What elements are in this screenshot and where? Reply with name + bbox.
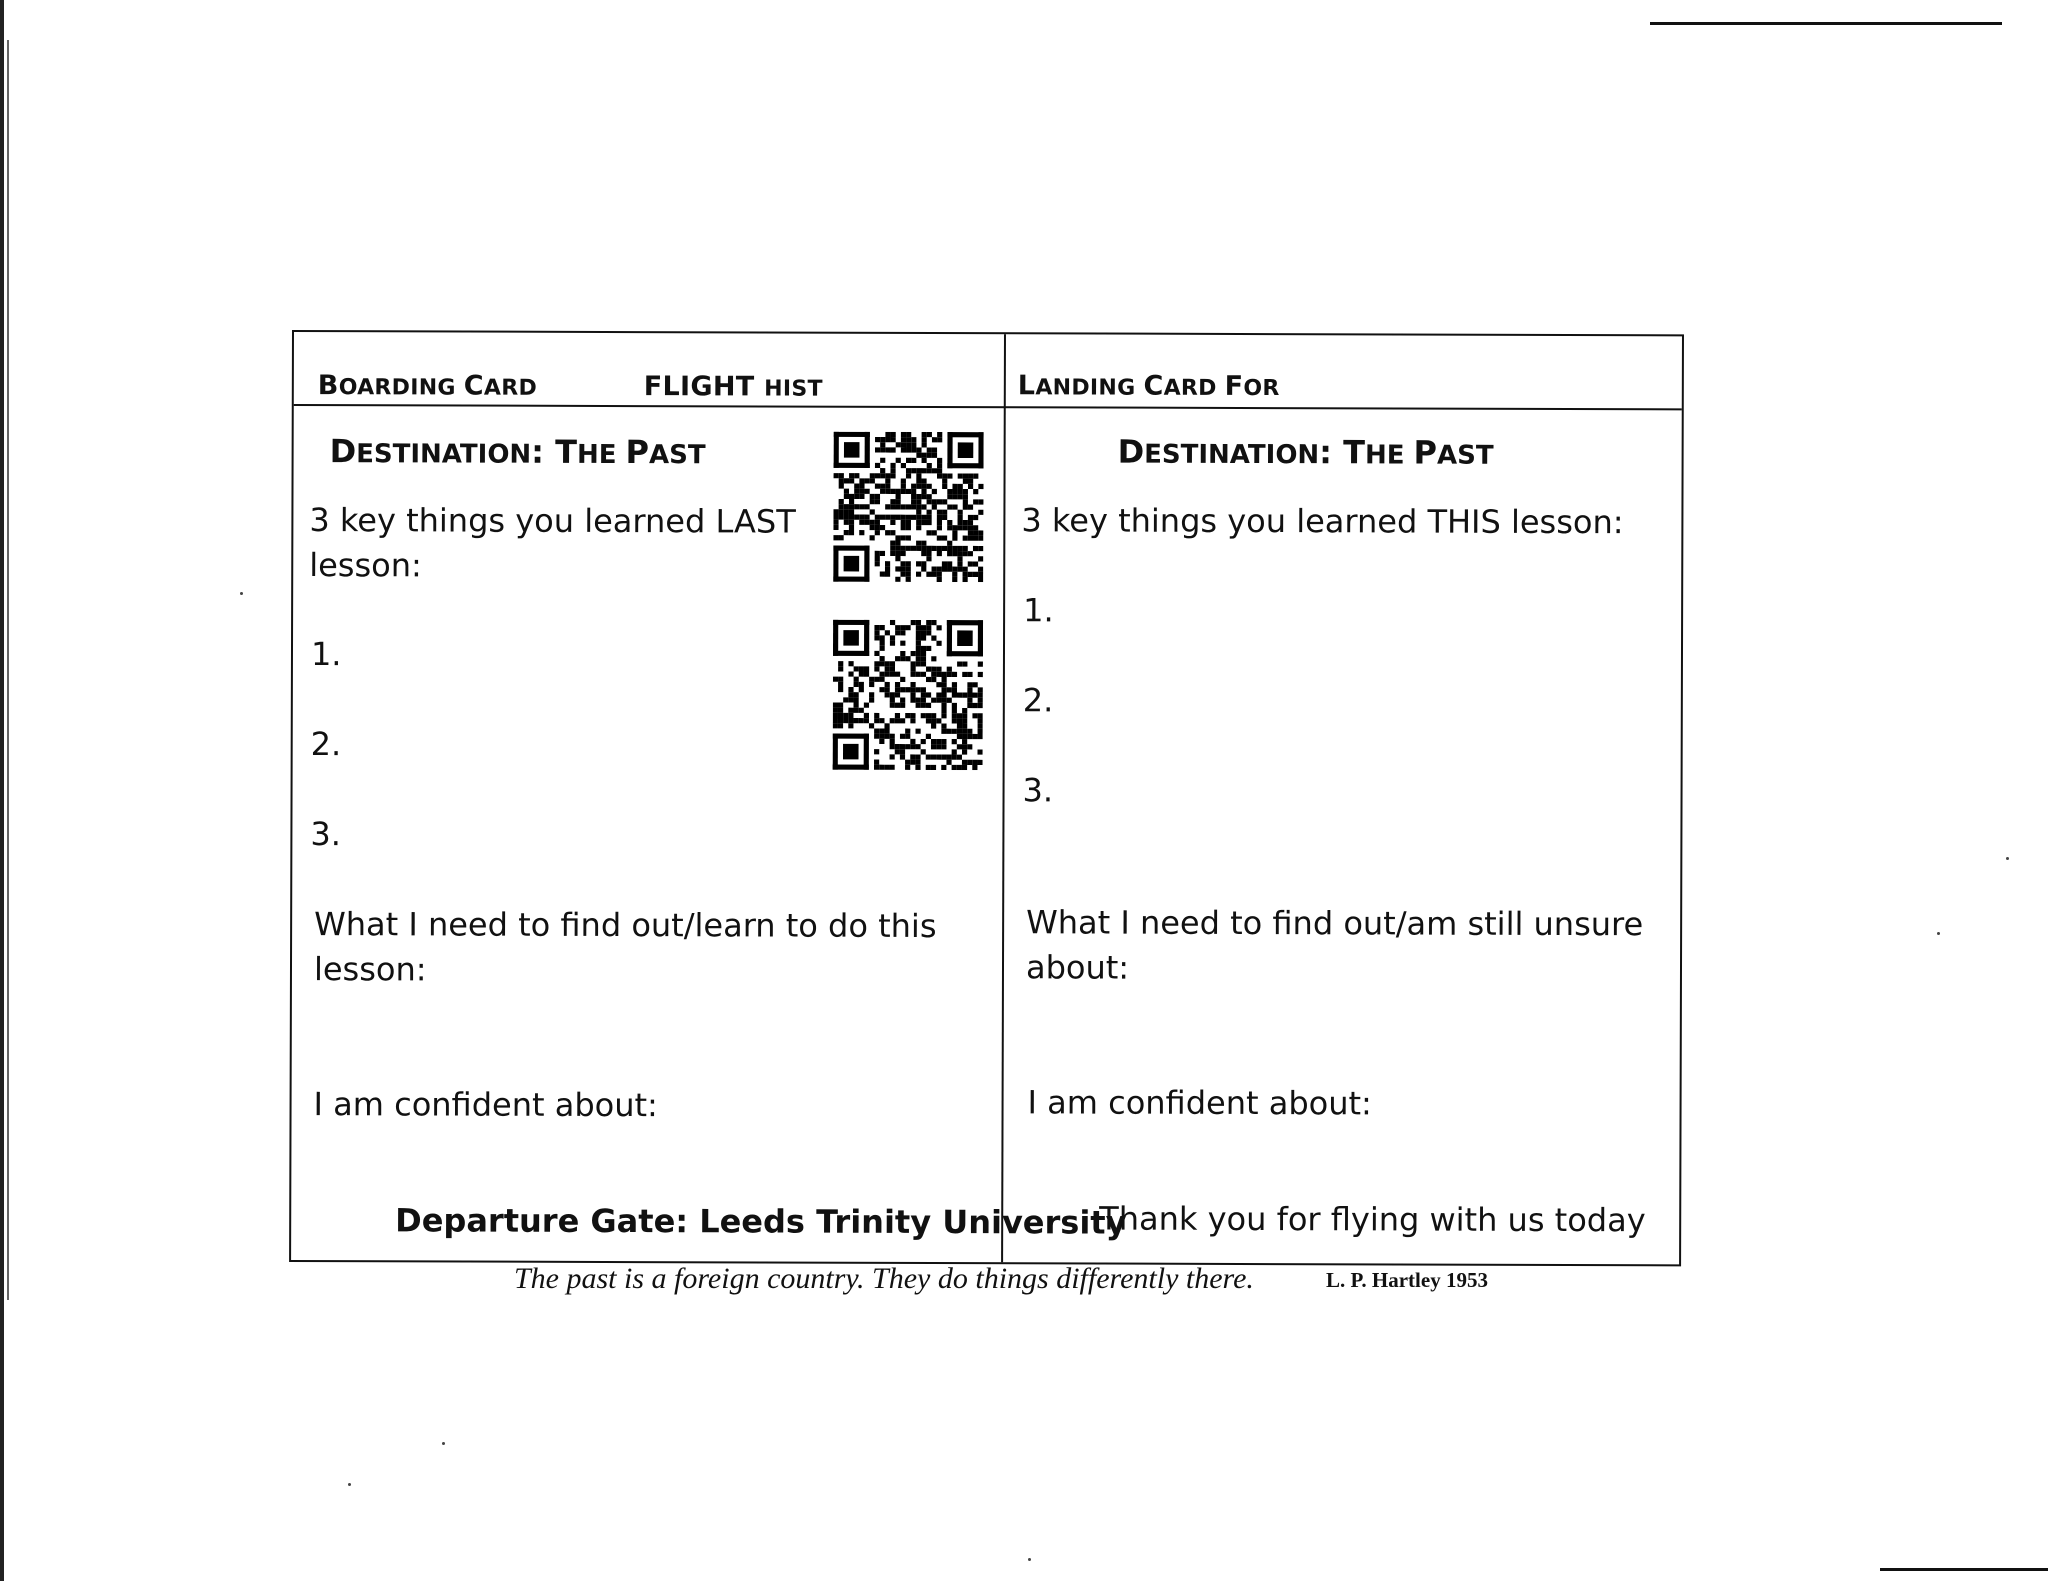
landing-card-title: LANDING CARD FOR (1017, 370, 1280, 402)
landing-unsure-prompt: What I need to find out/am still unsure about: (1025, 903, 1644, 987)
flight-label: FLIGHT HIST (643, 371, 823, 403)
boarding-landing-card (289, 330, 1684, 1266)
scan-speck (1937, 932, 1940, 935)
scan-edge (7, 40, 9, 1300)
scan-speck (1028, 1558, 1031, 1561)
departure-gate: Departure Gate: Leeds Trinity University (395, 1201, 1127, 1242)
scan-speck (442, 1442, 445, 1445)
card-divider (1001, 334, 1006, 1262)
boarding-item-2: 2. (310, 725, 342, 764)
qr-code-icon (833, 620, 983, 770)
quote-attribution: L. P. Hartley 1953 (1326, 1268, 1488, 1292)
landing-item-2: 2. (1022, 681, 1054, 720)
scan-speck (348, 1483, 351, 1486)
boarding-item-3: 3. (310, 815, 342, 854)
scan-mark (1650, 22, 2002, 25)
scan-edge (0, 0, 4, 1581)
scan-speck (240, 592, 243, 595)
landing-item-1: 1. (1023, 591, 1054, 630)
hartley-quote: The past is a foreign country. They do things differently there. (514, 1262, 1254, 1295)
landing-key-things-prompt: 3 key things you learned THIS lesson: (1021, 501, 1624, 542)
boarding-card-title: BOARDING CARD (317, 370, 538, 402)
scan-mark (1880, 1568, 2048, 1571)
boarding-item-1: 1. (310, 635, 342, 674)
landing-item-3: 3. (1022, 771, 1054, 810)
landing-thanks: Thank you for flying with us today (1099, 1199, 1646, 1240)
boarding-need-prompt: What I need to find out/learn to do this lesson: (313, 905, 937, 989)
boarding-destination: DESTINATION: THE PAST (329, 432, 706, 472)
landing-destination: DESTINATION: THE PAST (1117, 432, 1494, 472)
qr-code-icon (833, 432, 983, 582)
boarding-confident-prompt: I am confident about: (313, 1085, 658, 1125)
scan-speck (2006, 857, 2009, 860)
landing-confident-prompt: I am confident about: (1027, 1083, 1372, 1123)
boarding-key-things-prompt: 3 key things you learned LAST lesson: (309, 501, 796, 585)
